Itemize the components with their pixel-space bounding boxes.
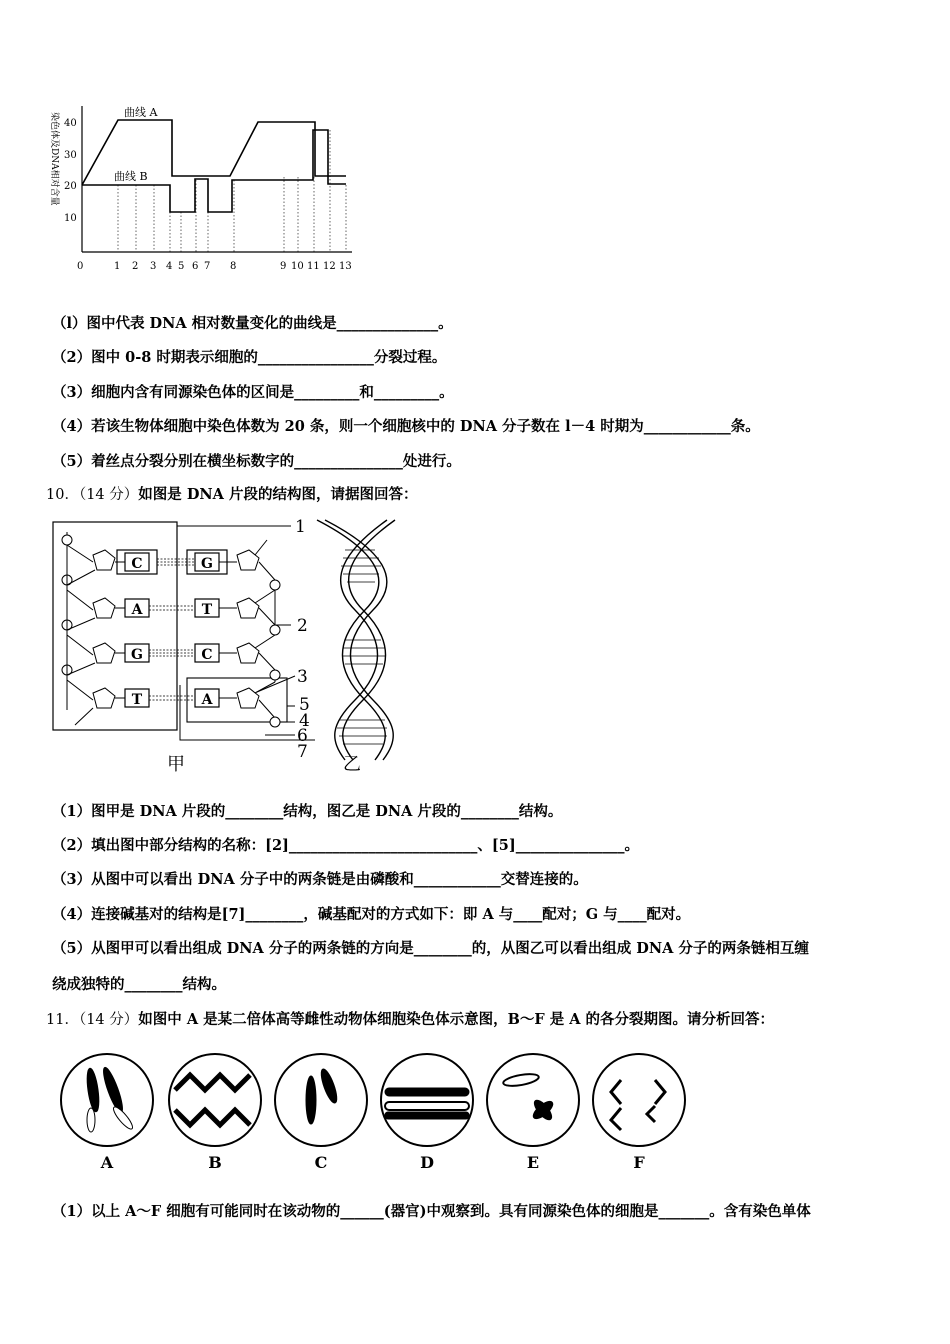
q10-part5a: （5）从图甲可以看出组成 DNA 分子的两条链的方向是________的，从图乙可以看出组成 DNA 分子的两条链相互缠 [52, 940, 809, 957]
q9-part3: （3）细胞内含有同源染色体的区间是_________和_________。 [52, 384, 454, 401]
q11-number: 11．（14 分） [46, 1012, 139, 1028]
dna-chromosome-graph [40, 100, 370, 280]
curve-b-label: 曲线 B [114, 170, 148, 183]
q10-number: 10．（14 分） [46, 487, 139, 503]
q10-part4: （4）连接碱基对的结构是[7]________，碱基配对的方式如下：即 A 与____配对；G 与____配对。 [52, 906, 691, 923]
q10-part3: （3）从图中可以看出 DNA 分子中的两条链是由磷酸和____________交替连接的。 [52, 871, 588, 888]
cell-label-c: C [314, 1153, 328, 1172]
q11-title: 如图中 A 是某二倍体高等雌性动物体细胞染色体示意图，B～F 是 A 的各分裂期图。请分析回答： [138, 1011, 775, 1028]
q9-part4: （4）若该生物体细胞中染色体数为 20 条，则一个细胞核中的 DNA 分子数在 l－4 时期为____________条。 [52, 418, 760, 435]
graph-ylabel: 染色体及DNA相对含量 [49, 112, 59, 206]
label-7: 7 [297, 742, 308, 762]
x-tick-0: 0 [77, 261, 84, 272]
q10-part2: （2）填出图中部分结构的名称：[2]__________________________、[5]_______________。 [52, 837, 639, 854]
cell-c [275, 1054, 367, 1146]
q9-part5: （5）着丝点分裂分别在横坐标数字的_______________处进行。 [52, 453, 461, 470]
q11-part1: （1）以上 A～F 细胞有可能同时在该动物的______(器官)中观察到。具有同源染色体的细胞是_______。含有染色单体 [52, 1203, 811, 1220]
q10-header [46, 483, 417, 504]
x-ticks [77, 261, 352, 272]
x-tick-13: 13 [339, 261, 352, 272]
y-tick-10: 10 [64, 213, 77, 224]
dna-structure-figure [45, 510, 425, 775]
cell-label-d: D [420, 1153, 434, 1172]
x-tick-8: 8 [230, 261, 237, 272]
q11-header [46, 1008, 774, 1029]
label-jia: 甲 [167, 754, 185, 775]
cell-division-figure [55, 1050, 695, 1175]
x-tick-9: 9 [280, 261, 287, 272]
x-tick-6: 6 [192, 261, 199, 272]
x-tick-2: 2 [132, 261, 139, 272]
cell-b [169, 1054, 261, 1146]
x-tick-10: 10 [291, 261, 304, 272]
base-right-4: A [201, 692, 213, 708]
x-tick-3: 3 [150, 261, 157, 272]
q9-part1: （l）图中代表 DNA 相对数量变化的曲线是______________。 [52, 315, 453, 332]
y-tick-30: 30 [64, 150, 77, 161]
cell-label-e: E [526, 1153, 540, 1172]
x-tick-1: 1 [114, 261, 121, 272]
label-2: 2 [297, 616, 308, 636]
curve-a-label: 曲线 A [124, 106, 158, 119]
x-tick-5: 5 [178, 261, 185, 272]
q10-title: 如图是 DNA 片段的结构图，请据图回答： [138, 486, 418, 503]
cell-label-a: A [100, 1153, 114, 1172]
label-3: 3 [297, 667, 308, 687]
base-left-4: T [131, 692, 143, 708]
x-tick-11: 11 [307, 261, 320, 272]
q9-part2: （2）图中 0-8 时期表示细胞的________________分裂过程。 [52, 349, 447, 366]
x-tick-12: 12 [323, 261, 336, 272]
base-left-1: C [131, 556, 143, 572]
base-right-1: G [201, 556, 213, 572]
base-right-2: T [201, 602, 213, 618]
cell-f [593, 1054, 685, 1146]
base-left-2: A [131, 602, 143, 618]
y-tick-40: 40 [64, 118, 77, 129]
x-tick-4: 4 [166, 261, 173, 272]
label-1: 1 [295, 517, 306, 537]
label-yi: 乙 [343, 754, 361, 775]
label-4: 4 [299, 711, 310, 731]
q10-part5b: 绕成独特的________结构。 [52, 976, 226, 993]
y-ticks [64, 118, 77, 224]
q10-part1: （1）图甲是 DNA 片段的________结构，图乙是 DNA 片段的________结构。 [52, 803, 563, 820]
label-5: 5 [299, 695, 310, 715]
x-tick-7: 7 [204, 261, 211, 272]
y-tick-20: 20 [64, 181, 77, 192]
label-6: 6 [297, 726, 308, 746]
cell-label-b: B [208, 1153, 222, 1172]
base-right-3: C [201, 647, 213, 663]
cell-d [381, 1054, 473, 1146]
cell-label-f: F [633, 1153, 645, 1172]
base-left-3: G [131, 647, 143, 663]
cell-e [487, 1054, 579, 1146]
